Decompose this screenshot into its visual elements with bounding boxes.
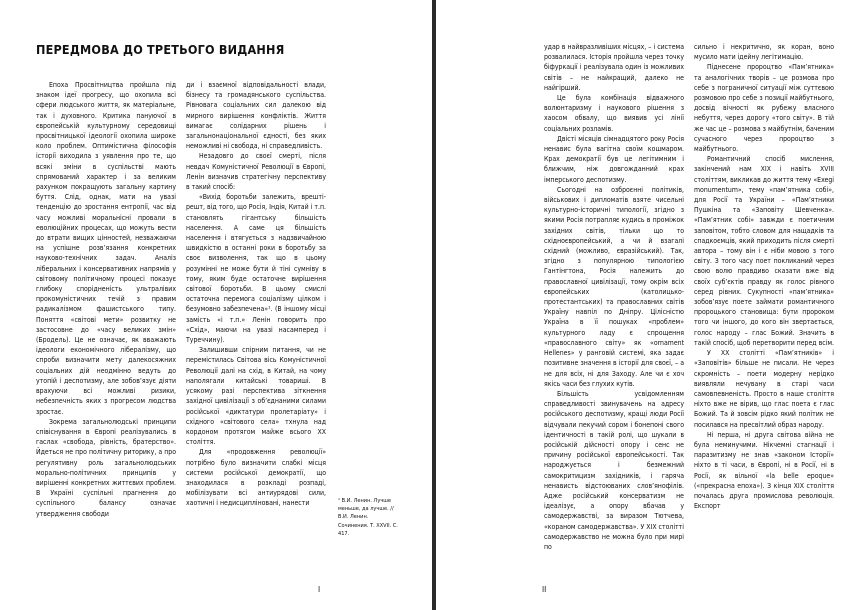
paragraph: Романтичний спосіб мислення, закінчений нам XIX і навіть XVIII століттям, викликав до життя тему «Exegi monumentum», тему «пам’ятника собі», для Росії та України – «Пам’ятники Пушкіна та «Заповіту Шевченка». «Пам’ятник собі» завжди є поетичним заповітом, тобто словом для нащадків та спадкоємців, який приходить після смерті автора – тому він і є ніби мовою з того світу. З того часу поет покликаний через свою волю правдиво сказати вже від своїх суб’єктів правду як голос рівного серед рівних. Сукупності «пам’ятника» зобов’язує поете займати романтичного пророцького становища: бути пророком того чи іншого, до кого він звертається, голос народу – глас Божий. Значить в такій спосіб, щоб перетворити перед всім. — [694, 155, 834, 347]
left-page-column-2 — [186, 80, 326, 509]
right-page-column-2 — [694, 42, 834, 511]
paragraph: Сьогодні на озброєнні політиків, військових і дипломатів взяте чисельні культурно-історичні типології, згідно з якими Росія потрапляє кудись в проміжок західних світів, тільки що то східноєвропейський, а чи й взагалі східний (можливо, євразійський). Так, згідно з популярною типологією Гантінгтона, Росія належить до православної цивілізації, тому окрім всіх європейських (католицько-протестантських) та православних світів Україну навпіл по Дніпру. Цілісністю Україна в її пошуках «проблем» культурного ладу є спрощення «православного світу» як «ornament Hellenes» у ранговій системі, яка задає позитивне значення в історії для своєї, – а не для всіх, ні для Заходу. Але чи є хоч якісь часи без глухих кутів. — [544, 185, 684, 388]
paragraph: Для «продовження революції» потрібно було визначити слабкі місця системи російської демократії, що знаходилася в розкладі розпаді, мобілізувати всі антиурядові сили, хаотичні і недисципліновані, нанести — [186, 448, 326, 508]
page-number-right: II — [542, 585, 547, 594]
paragraph: Залишивши спірним питання, чи не перемістилась Світова вісь Комуністичної Революції далі на схід, в Китай, на чому наполягали китайські товариші. В усякому разі перспектива зіткнення західної цивілізації з об’єднаними силами російської «диктатури пролетаріату» і східного «світового села» тхнула над кордоном протягом майже всього XX століття. — [186, 346, 326, 447]
paragraph: Це була комбінація відважного волюнтаризму і наукового рішення з хаосом обвалу, що виявив усі лінії соціальних розламів. — [544, 94, 684, 133]
footnote: ¹ В.И. Ленин. Лучше меньше, да лучше. // В.И. Ленин. Сочинения. Т. XXVII. С. 417. — [338, 498, 398, 537]
paragraph: Зокрема загальнолюдські принципи співіснування в Європі реалізувались в гаслах «свобода, рівність, братерство». Йдеться не про політичну риторику, а про регулятивну роль загальнолюдських морально-політичних принципів у вирішенні конкретних життєвих проблем. В Україні суспільні прагнення до суспільного балансу означає утвердження свободи — [36, 417, 176, 518]
paragraph: Більшість усвідомленням справедливості звинувачень на адресу російського деспотизму, кращі люди Росії відчували пекучий сором і бонепоні свого ідентичності в такій ролі, що шукали в російській дійсності опору і сенс не причину російської європейськості. Так народжується і безмежний самокритицизм західників, і гаряча ненависть відстоюваних слов’янофілів. Адже російський консерватизм не ідеалізує, а опору вбачав у самодержавстві, за виразом Тютчева, «кораном самодержавства». У XIX столітті самодержавство не можна було при мирі по — [544, 389, 684, 551]
page-number-left: I — [318, 585, 321, 594]
left-page — [0, 0, 432, 610]
chapter-title: ПЕРЕДМОВА ДО ТРЕТЬОГО ВИДАННЯ — [36, 42, 285, 57]
right-page-column-1 — [544, 42, 684, 552]
paragraph: У XX столітті «Пам’ятників» і «Заповітів» більше не писали. Не через скромність – поети модерну нерідко виявляли нечувану в старі часи самовпевненість. Просто в наше століття ніхто вже не вірив, що глас поета є глас Божий. Та й зовсім рідко який політик не посилався на пресвітлий образ народу. — [694, 349, 834, 429]
paragraph: Ні перша, ні друга світова війна не була неминучими. Нікчемні стагнації і паразитизму не знав «законом Історії» ніхто в ті часи, в Європі, ні в Росії, ні в Росії, як вільної «la belle epoque» («прекрасна епоха»). З кінця XIX століття почалась друга промислова революція. Експорт — [694, 430, 834, 511]
paragraph: ди і взаємної відповідальності влади, бізнесу та громадянського суспільства. Рівновага соціальних сил далекою від мирного вирішення конфліктів. Життя вимагає солідарних рішень і загальнонаціональної єдності, без яких неможливі ні свобода, ні справедливість. — [186, 81, 326, 151]
paragraph: сильно і некритично, як коран, воно мусило мати ідейну легітимацію. — [694, 43, 834, 62]
left-page-column-1 — [36, 80, 176, 519]
paragraph: удар в найвразливіших місцях, – і система розвалилася. Історія пройшла через точку біфуркації і реалізувала один із можливих світів – не найкращий, далеко не найгірший. — [544, 43, 684, 92]
paragraph: Піднесене пророцтво «Пам’ятника» та аналогічних творів – це розмова про себе з пограничної ситуації між суттєвою розмовою про себе з позиції майбутнього, досвід вічності як рубежу власного небуття, через дорогу «того світу». В тій же час це – розмова з майбутнім, баченим сучасного через пророцтво з майбутнього. — [694, 63, 834, 154]
paragraph: Епоха Просвітництва пройшла під знаком ідеї прогресу, що охопила всі сфери людського життя, як матеріальне, так і духовного. Критика пануючої в європейській культурному середовищі просвітницької ідеології охопила широке коло проблем. Оптимістична філософія історії виходила з уявлення про те, що всякі зміни в суспільстві мають спрямований характер і за великим рахунком покращують загальну картину буття. Слід, однак, мати на увазі тенденцію до зростання ентропії, час від часу можливі моральнісні провали в еволюційних процесах, що можуть вести до втрати вищих цінностей, незважаючи на успішне розв’язання конкретних науково-технічних задач. Аналіз ліберальних і консервативних напрямів у світовому політичному процесі показує глибоку спорідненість ультралівих прокомуністичних течій з правим радикалізмом фашистського типу. Поняття «світові мети» розвитку не застосовне до «часу великих змін» (Бродель). Це не означає, як вважають ідеологи економічного лібералізму, що спроби визначити мету далекосяжних соціальних дій неодмінно ведуть до утопій і деспотизму, але зобов’язує діяти врахуючи всі можливі ризики, небезпечність яких з прогресом людства зростає. — [36, 81, 176, 416]
lenin-quote: «Вихід боротьби залежить, врешті-решт, від того, що Росія, Індія, Китай і т.п. становлять гігантську більшість населення. А саме ця більшість населення і втягується з надзвичайною швидкістю в останні роки в боротьбу за своє визволення, так що в цьому розумінні не може бути й тіні сумніву в тому, яким буде остаточне вирішення світової боротьби. В цьому смислі остаточна перемога соціалізму цілком і безумовно забезпечена»¹. (В іншому місці замість «і т.п.» Ленін говорить про «Схід», маючи на увазі насамперед і Туреччину). — [186, 193, 326, 345]
paragraph: Незадовго до своєї смерті, після невдач Комуністичної Революції в Європі, Ленін визначив стратегічну перспективу в такий спосіб: — [186, 152, 326, 192]
paragraph: Двісті місяців сімнадцятого року Росія ненавис була вагітна своїм кошмаром. Крах демократії був це легітимним і ближчим, ніж довгожданний крах імперського деспотизму. — [544, 134, 684, 184]
